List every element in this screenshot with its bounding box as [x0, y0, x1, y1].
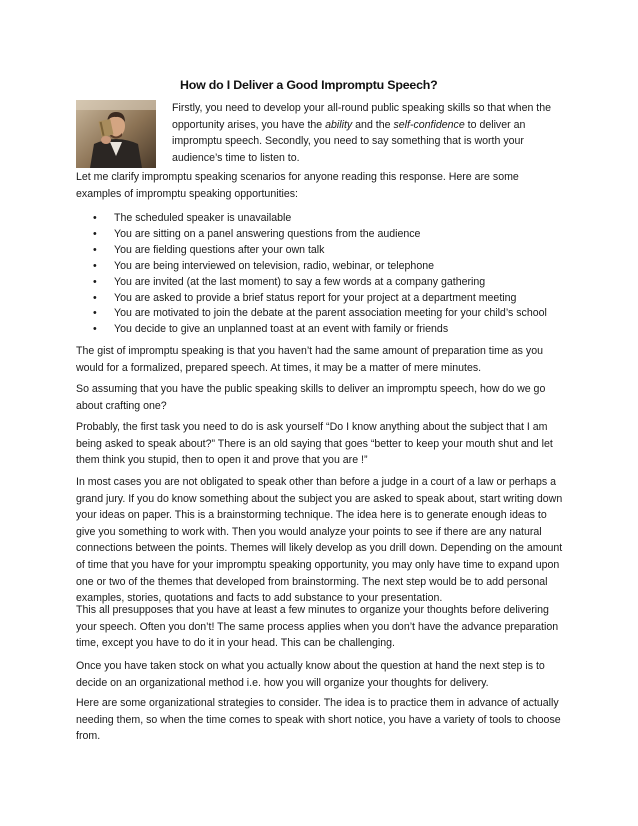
gist-paragraph: The gist of impromptu speaking is that you haven’t had the same amount of preparation time as you would for a formalized, prepared speech. At times, it may be a matter of mere minutes.: [76, 345, 543, 374]
list-item-text: You are asked to provide a brief status report for your project at a department meeting: [114, 291, 517, 304]
list-item-text: You are sitting on a panel answering questions from the audience: [114, 227, 421, 240]
intro-text-2: and the: [352, 118, 394, 131]
list-item: [76, 259, 566, 275]
bullet-icon: •: [93, 227, 97, 240]
organizational-method-paragraph: Once you have taken stock on what you actually know about the question at hand the next step is to decide on an organizational method i.e. how you will organize your thoughts for delivery.: [76, 660, 545, 689]
list-item-text: You are fielding questions after your own talk: [114, 243, 325, 256]
bullet-icon: •: [93, 243, 97, 256]
list-item-text: You are invited (at the last moment) to say a few words at a company gathering: [114, 275, 486, 288]
bullet-icon: •: [93, 275, 97, 288]
intro-paragraph: [172, 100, 568, 166]
list-item: [76, 306, 566, 322]
bullet-icon: •: [93, 212, 97, 224]
first-task-paragraph: Probably, the first task you need to do is ask yourself “Do I know anything about the subject that I am being asked to speak about?” There is an old saying that goes “better to keep your mouth shut and let them think you stupid, then to open it and prove that you are !”: [76, 421, 553, 467]
list-item: [76, 211, 566, 227]
bullet-icon: •: [93, 323, 97, 336]
list-item: [76, 227, 566, 243]
list-item: [76, 275, 566, 291]
strategies-paragraph: Here are some organizational strategies to consider. The idea is to practice them in advance of actually needing them, so when the time comes to speak with short notice, you have a variety of tools to choose from.: [76, 697, 561, 743]
presupposes-paragraph: This all presupposes that you have at least a few minutes to organize your thoughts before delivering your speech. Often you don’t! The same process applies when you don’t have the advance preparation time, except you have to do it in your head. This can be challenging.: [76, 604, 559, 650]
intro-text-3: to deliver an impromptu speech. Secondly, you need to say something that is worth your audience’s time to listen to.: [172, 118, 526, 164]
list-item: [76, 243, 566, 259]
speaker-photo-graphic: [76, 100, 156, 168]
intro-text-1: Firstly, you need to develop your all-round public speaking skills so that when the opportunity arises, you have the: [172, 102, 552, 131]
intro-emphasis-ability: ability: [325, 118, 353, 131]
speaker-photo: [76, 100, 156, 168]
page-title: How do I Deliver a Good Impromptu Speech?: [180, 78, 438, 92]
bullet-icon: •: [93, 259, 97, 272]
list-item-text: You are motivated to join the debate at the parent association meeting for your child’s school: [114, 307, 547, 320]
list-item-text: You are being interviewed on television, radio, webinar, or telephone: [114, 259, 434, 272]
list-item-text: The scheduled speaker is unavailable: [114, 212, 292, 224]
intro-emphasis-self-confidence: self-confidence: [393, 118, 465, 131]
bullet-icon: •: [93, 307, 97, 320]
crafting-paragraph: So assuming that you have the public speaking skills to deliver an impromptu speech, how do we go about crafting one?: [76, 383, 546, 412]
brainstorming-paragraph: In most cases you are not obligated to speak other than before a judge in a court of a law or perhaps a grand jury. If you do know something about the subject you are asked to speak about, start writing down your ideas on paper. This is a brainstorming technique. The idea here is to generate enough ideas to give you something to work with. Then you would analyze your points to see if there are any natural connections between the points. Themes will likely develop as you drill down. Depending on the amount of time that you have for your impromptu speaking opportunity, you may only have time to expand upon one or two of the themes that developed from brainstorming. The next step would be to add personal examples, stories, quotations and facts to add substance to your presentation.: [76, 476, 563, 605]
list-item: [76, 291, 566, 307]
scenarios-paragraph: Let me clarify impromptu speaking scenarios for anyone reading this response. Here are some examples of impromptu speaking opportunities:: [76, 171, 519, 200]
bullet-icon: •: [93, 291, 97, 304]
list-item-text: You decide to give an unplanned toast at an event with family or friends: [114, 323, 449, 336]
scenario-list: [76, 211, 566, 338]
list-item: [76, 322, 566, 338]
